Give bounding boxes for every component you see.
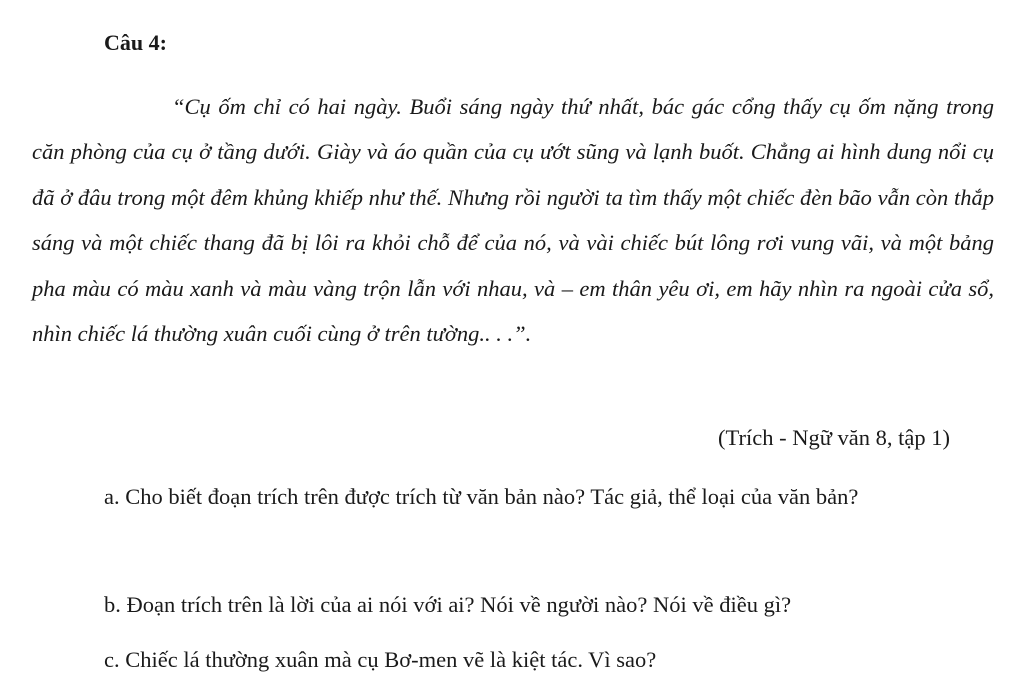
question-c: c. Chiếc lá thường xuân mà cụ Bơ-men vẽ là kiệt tác. Vì sao?	[104, 647, 657, 672]
source-citation: (Trích - Ngữ văn 8, tập 1)	[718, 425, 950, 450]
question-b: b. Đoạn trích trên là lời của ai nói với ai? Nói về người nào? Nói về điều gì?	[104, 592, 792, 617]
quoted-passage: “Cụ ốm chỉ có hai ngày. Buổi sáng ngày thứ nhất, bác gác cổng thấy cụ ốm nặng trong căn phòng của cụ ở tầng dưới. Giày và áo quần của cụ ướt sũng và lạnh buốt. Chẳng ai hình dung nổi cụ đã ở đâu trong một đêm khủng khiếp như thế. Nhưng rồi người ta tìm thấy một chiếc đèn bão vẫn còn thắp sáng và một chiếc thang đã bị lôi ra khỏi chỗ để của nó, và vài chiếc bút lông rơi vung vãi, và một bảng pha màu có màu xanh và màu vàng trộn lẫn với nhau, và – em thân yêu ơi, em hãy nhìn ra ngoài cửa sổ, nhìn chiếc lá thường xuân cuối cùng ở trên tường.. . .”.	[32, 94, 994, 347]
question-heading: Câu 4:	[104, 30, 167, 55]
question-a: a. Cho biết đoạn trích trên được trích từ văn bản nào? Tác giả, thể loại của văn bản?	[104, 484, 859, 509]
